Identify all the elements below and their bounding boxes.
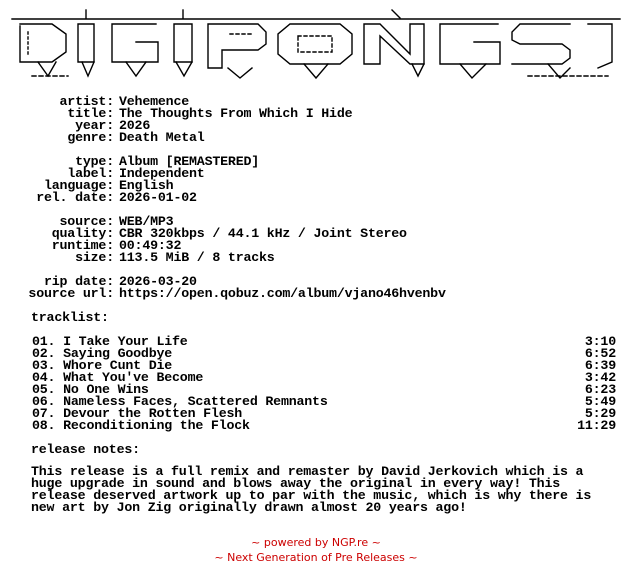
footer-powered-by: ~ powered by NGP.re ~ <box>251 536 381 549</box>
track-duration: 5:49 <box>584 394 616 409</box>
metadata-value: https://open.qobuz.com/album/vjano46hvenbv <box>119 286 446 301</box>
metadata-row <box>0 132 632 144</box>
metadata-key: language: <box>43 178 114 193</box>
metadata-key: rip date: <box>43 274 114 289</box>
metadata-value: 2026-03-20 <box>119 274 197 289</box>
metadata-key: size: <box>75 250 114 265</box>
track-title: 06. Nameless Faces, Scattered Remnants <box>32 394 328 409</box>
metadata-value: WEB/MP3 <box>119 214 174 229</box>
track-row <box>0 420 632 432</box>
track-title: 02. Saying Goodbye <box>32 346 173 361</box>
metadata-key: artist: <box>59 94 114 109</box>
metadata-key: rel. date: <box>36 190 114 205</box>
metadata-key: source: <box>59 214 114 229</box>
metadata-value: 00:49:32 <box>119 238 182 253</box>
release-notes-heading: release notes: <box>31 442 140 457</box>
metadata-value: 2026-01-02 <box>119 190 197 205</box>
track-title: 08. Reconditioning the Flock <box>32 418 250 433</box>
track-title: 03. Whore Cunt Die <box>32 358 173 373</box>
track-title: 05. No One Wins <box>32 382 149 397</box>
metadata-value: Death Metal <box>119 130 205 145</box>
track-title: 01. I Take Your Life <box>32 334 188 349</box>
track-duration: 3:10 <box>584 334 616 349</box>
metadata-key: quality: <box>51 226 114 241</box>
metadata-key: year: <box>75 118 114 133</box>
metadata-key: source url: <box>28 286 114 301</box>
release-notes-line: huge upgrade in sound and blows away the original in every way! This <box>31 476 561 491</box>
tracklist-heading: tracklist: <box>31 310 109 325</box>
metadata-value: 2026 <box>119 118 151 133</box>
metadata-key: label: <box>67 166 114 181</box>
release-notes-line: new art by Jon Zig originally drawn almost 20 years ago! <box>31 500 467 515</box>
track-title: 07. Devour the Rotten Flesh <box>32 406 243 421</box>
metadata-key: type: <box>75 154 114 169</box>
metadata-value: CBR 320kbps / 44.1 kHz / Joint Stereo <box>119 226 407 241</box>
metadata-value: English <box>119 178 174 193</box>
metadata-value: Independent <box>119 166 205 181</box>
track-duration: 6:23 <box>584 382 616 397</box>
ascii-banner-logo <box>8 2 624 84</box>
metadata-row <box>0 252 632 264</box>
track-duration: 6:39 <box>584 358 616 373</box>
metadata-key: genre: <box>67 130 114 145</box>
metadata-value: Album [REMASTERED] <box>119 154 260 169</box>
release-notes-line: release deserved artwork up to par with the music, which is why there is <box>31 488 592 503</box>
metadata-row <box>0 288 632 300</box>
metadata-value: The Thoughts From Which I Hide <box>119 106 353 121</box>
metadata-key: title: <box>67 106 114 121</box>
metadata-row <box>0 192 632 204</box>
track-title: 04. What You've Become <box>32 370 204 385</box>
track-duration: 11:29 <box>577 418 616 433</box>
metadata-value: Vehemence <box>119 94 190 109</box>
footer-tagline: ~ Next Generation of Pre Releases ~ <box>214 551 418 564</box>
metadata-value: 113.5 MiB / 8 tracks <box>119 250 275 265</box>
track-duration: 3:42 <box>584 370 616 385</box>
metadata-key: runtime: <box>51 238 114 253</box>
release-notes-line: This release is a full remix and remaster by David Jerkovich which is a <box>31 464 584 479</box>
track-duration: 6:52 <box>584 346 616 361</box>
track-duration: 5:29 <box>584 406 616 421</box>
